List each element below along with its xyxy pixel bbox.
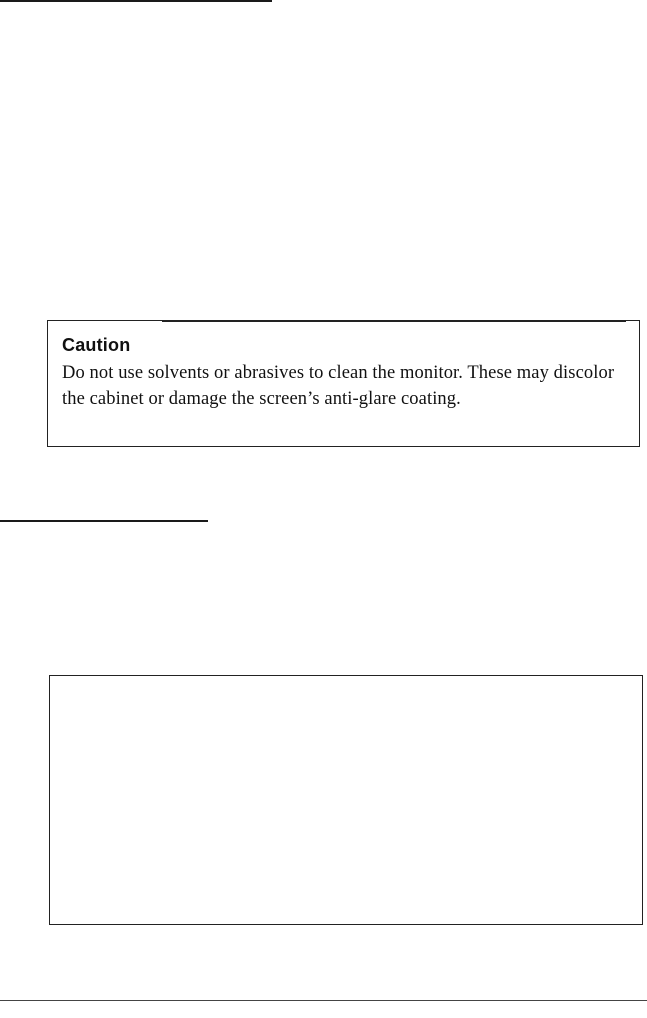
caution-top-border [162, 320, 626, 322]
page-footer-rule [0, 1000, 647, 1001]
section-rule-middle [0, 520, 208, 522]
blank-figure-box [49, 675, 643, 925]
section-rule-top [0, 0, 272, 2]
caution-text: Do not use solvents or abrasives to clean the monitor. These may discolor the cabinet or damage the screen’s anti-glare coating. [62, 363, 615, 409]
caution-title: Caution [62, 335, 131, 355]
caution-box [47, 320, 640, 447]
